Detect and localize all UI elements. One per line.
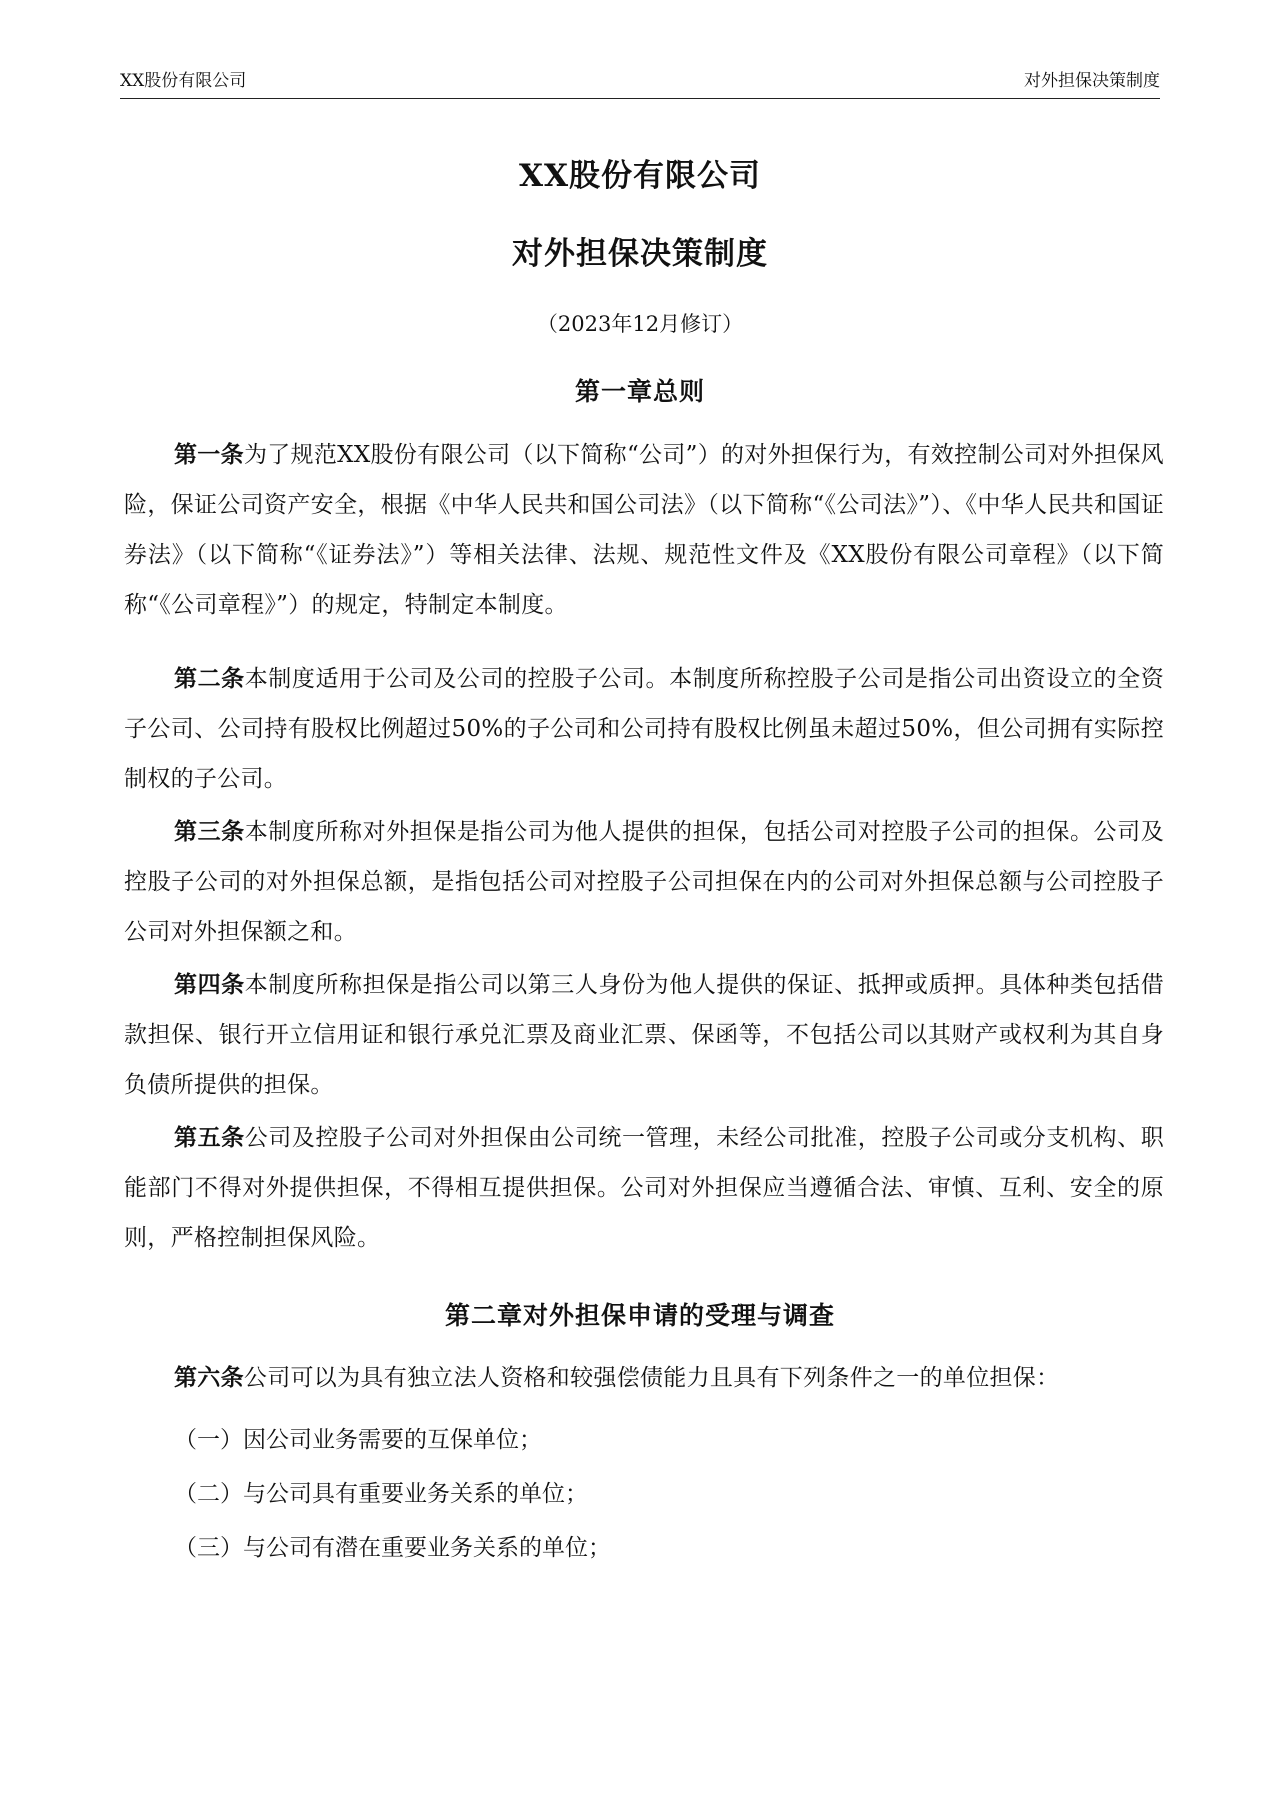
article-text: 本制度所称对外担保是指公司为他人提供的担保，包括公司对控股子公司的担保。公司及控股子公司的对外担保总额，是指包括公司对控股子公司担保在内的公司对外担保总额与公司控股子公司对外担保额之和。: [124, 819, 1164, 945]
revision-note: （2023年12月修订）: [536, 312, 744, 336]
article-text: 公司可以为具有独立法人资格和较强偿债能力且具有下列条件之一的单位担保：: [243, 1365, 1060, 1391]
article-label: 第一条: [174, 441, 244, 468]
article-1: [124, 430, 1164, 630]
article-label: 第五条: [174, 1124, 245, 1151]
document-title: 对外担保决策制度: [512, 236, 768, 272]
article-6: [124, 1353, 1164, 1403]
article-text: 公司及控股子公司对外担保由公司统一管理，未经公司批准，控股子公司或分支机构、职能部门不得对外提供担保，不得相互提供担保。公司对外担保应当遵循合法、审慎、互利、安全的原则，严格控制担保风险。: [124, 1125, 1164, 1251]
list-item: （二）与公司具有重要业务关系的单位；: [174, 1481, 588, 1507]
article-5: [124, 1113, 1164, 1263]
document-company-title: XX股份有限公司: [518, 158, 762, 194]
article-text: 本制度适用于公司及公司的控股子公司。本制度所称控股子公司是指公司出资设立的全资子公司、公司持有股权比例超过50%的子公司和公司持有股权比例虽未超过50%，但公司拥有实际控制权的子公司。: [124, 666, 1164, 792]
article-label: 第二条: [174, 665, 245, 692]
chapter-heading-1: 第一章总则: [574, 377, 705, 406]
article-label: 第六条: [174, 1364, 244, 1391]
article-2: [124, 654, 1164, 804]
header-company: XX股份有限公司: [120, 71, 247, 91]
header-doc-title: 对外担保决策制度: [1024, 71, 1160, 91]
page-header: [120, 70, 1160, 99]
article-4: [124, 960, 1164, 1110]
article-text: 本制度所称担保是指公司以第三人身份为他人提供的保证、抵押或质押。具体种类包括借款担保、银行开立信用证和银行承兑汇票及商业汇票、保函等，不包括公司以其财产或权利为其自身负债所提供的担保。: [124, 972, 1164, 1098]
article-text: 为了规范XX股份有限公司（以下简称“公司”）的对外担保行为，有效控制公司对外担保风险，保证公司资产安全，根据《中华人民共和国公司法》（以下简称“《公司法》”）、《中华人民共和国证券法》（以下简称“《证券法》”）等相关法律、法规、规范性文件及《XX股份有限公司章程》（以下简称“《公司章程》”）的规定，特制定本制度。: [124, 442, 1164, 618]
article-label: 第三条: [174, 818, 245, 845]
article-label: 第四条: [174, 971, 245, 998]
chapter-heading-2: 第二章对外担保申请的受理与调查: [444, 1301, 835, 1330]
article-3: [124, 807, 1164, 957]
list-item: （一）因公司业务需要的互保单位；: [174, 1427, 542, 1453]
list-item: （三）与公司有潜在重要业务关系的单位；: [174, 1535, 611, 1561]
